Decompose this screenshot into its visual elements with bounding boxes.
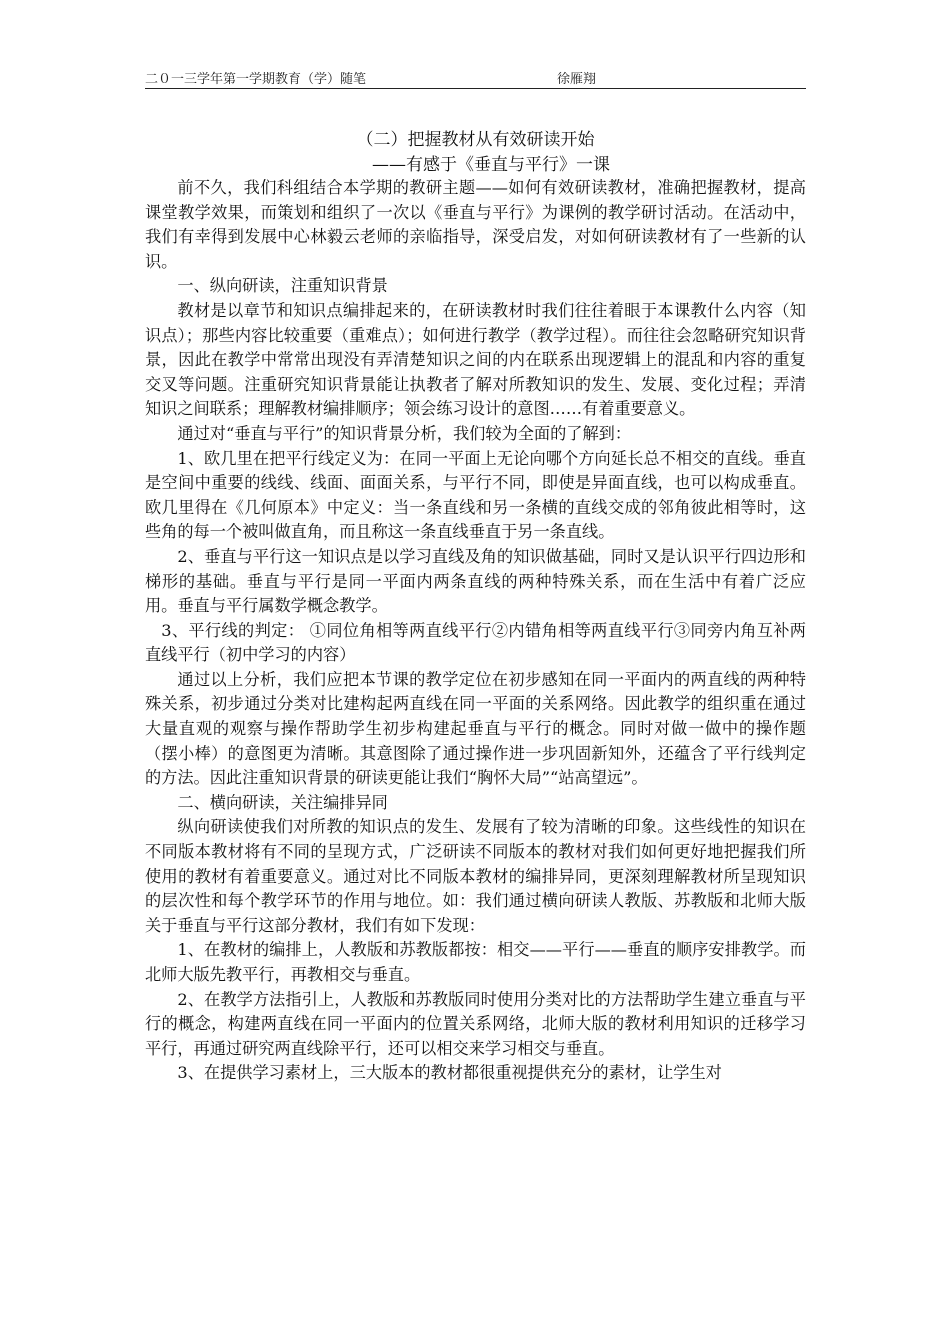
essay-body xyxy=(145,176,806,1086)
finding-item-1: 1、在教材的编排上，人教版和苏教版都按：相交——平行——垂直的顺序安排教学。而北师大版先教平行，再教相交与垂直。 xyxy=(145,940,806,984)
list-item-2: 2、垂直与平行这一知识点是以学习直线及角的知识做基础，同时又是认识平行四边形和梯形的基础。垂直与平行是同一平面内两条直线的两种特殊关系，而在生活中有着广泛应用。垂直与平行属数学概念教学。 xyxy=(145,546,806,616)
body-paragraph: 纵向研读使我们对所教的知识点的发生、发展有了较为清晰的印象。这些线性的知识在不同版本教材将有不同的呈现方式，广泛研读不同版本的教材对我们如何更好地把握我们所使用的教材有着重要意义。通过对比不同版本教材的编排异同，更深刻理解教材所呈现知识的层次性和每个教学环节的作用与地位。如：我们通过横向研读人教版、苏教版和北师大版关于垂直与平行这部分教材，我们有如下发现： xyxy=(145,817,806,935)
essay-subtitle: ——有感于《垂直与平行》一课 xyxy=(372,155,610,175)
body-paragraph: 通过对“垂直与平行”的知识背景分析，我们较为全面的了解到： xyxy=(177,423,632,443)
header-course-label: 二０一三学年第一学期教育（学）随笔 xyxy=(145,72,367,87)
list-item-1: 1、欧几里在把平行线定义为：在同一平面上无论向哪个方向延长总不相交的直线。垂直是空间中重要的线线、线面、面面关系，与平行不同，即使是异面直线，也可以构成垂直。欧几里得在《几何原本》中定义：当一条直线和另一条横的直线交成的邻角彼此相等时，这些角的每一个被叫做直角，而且称这一条直线垂直于另一条直线。 xyxy=(145,448,806,542)
finding-item-3: 3、在提供学习素材上，三大版本的教材都很重视提供充分的素材，让学生对 xyxy=(177,1063,722,1083)
page-header xyxy=(145,66,806,89)
intro-paragraph: 前不久，我们科组结合本学期的教研主题——如何有效研读教材，准确把握教材，提高课堂教学效果，而策划和组织了一次以《垂直与平行》为课例的教学研讨活动。在活动中，我们有幸得到发展中心林毅云老师的亲临指导，深受启发，对如何研读教材有了一些新的认识。 xyxy=(145,178,806,271)
body-paragraph: 教材是以章节和知识点编排起来的，在研读教材时我们往往着眼于本课教什么内容（知识点）；那些内容比较重要（重难点）；如何进行教学（教学过程）。而往往会忽略研究知识背景，因此在教学中常常出现没有弄清楚知识之间的内在联系出现逻辑上的混乱和内容的重复交叉等问题。注重研究知识背景能让执教者了解对所教知识的发生、发展、变化过程；弄清知识之间联系；理解教材编排顺序；领会练习设计的意图……有着重要意义。 xyxy=(145,300,806,419)
finding-item-2: 2、在教学方法指引上，人教版和苏教版同时使用分类对比的方法帮助学生建立垂直与平行的概念，构建两直线在同一平面内的位置关系网络，北师大版的教材利用知识的迁移学习平行，再通过研究两直线除平行，还可以相交来学习相交与垂直。 xyxy=(145,989,806,1058)
list-item-3: 3、平行线的判定： ①同位角相等两直线平行②内错角相等两直线平行③同旁内角互补两直线平行（初中学习的内容） xyxy=(145,620,806,665)
essay-title: （二）把握教材从有效研读开始 xyxy=(356,130,595,150)
header-author: 徐雁翔 xyxy=(557,72,597,87)
section-heading-1: 一、纵向研读，注重知识背景 xyxy=(177,276,388,296)
body-paragraph: 通过以上分析，我们应把本节课的教学定位在初步感知在同一平面内的两直线的两种特殊关系，初步通过分类对比建构起两直线在同一平面的关系网络。因此教学的组织重在通过大量直观的观察与操作帮助学生初步构建起垂直与平行的概念。同时对做一做中的操作题（摆小棒）的意图更为清晰。其意图除了通过操作进一步巩固新知外，还蕴含了平行线判定的方法。因此注重知识背景的研读更能让我们“胸怀大局”“站高望远”。 xyxy=(145,669,806,788)
section-heading-2: 二、横向研读，关注编排异同 xyxy=(177,792,388,812)
